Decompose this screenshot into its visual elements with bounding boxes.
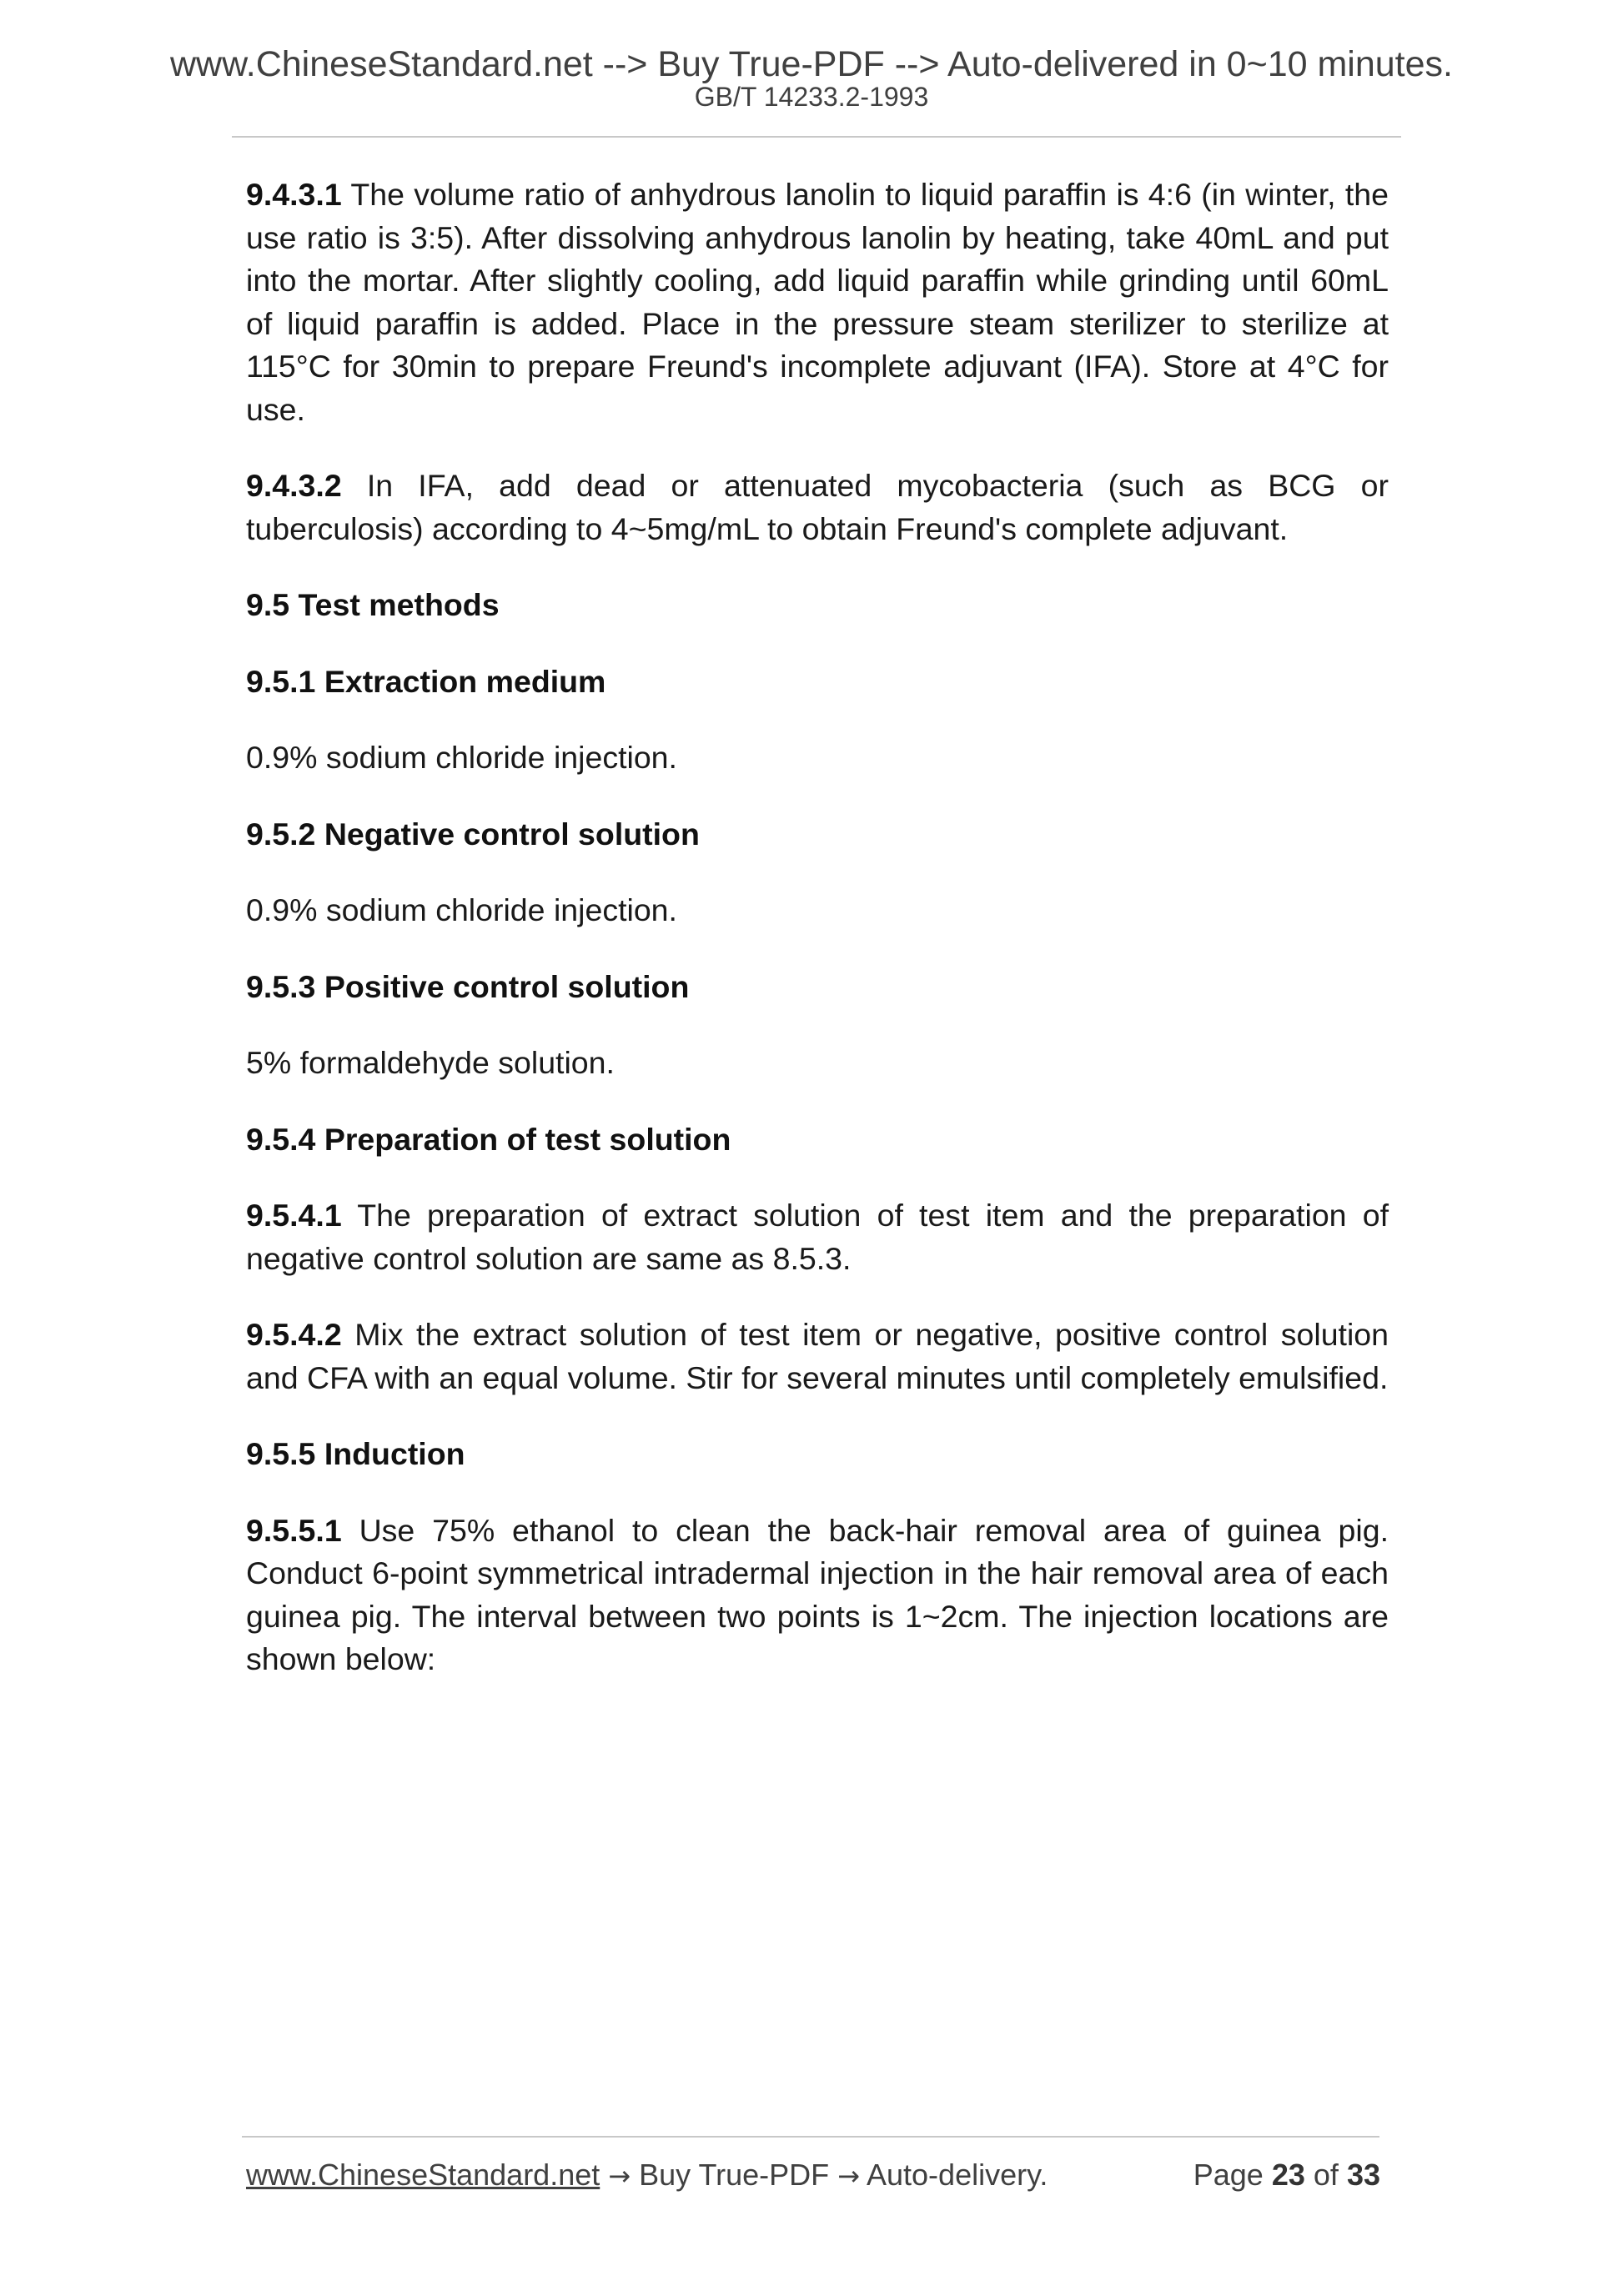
heading-negative-control: 9.5.2 Negative control solution <box>246 816 700 852</box>
paragraph-text: Mix the extract solution of test item or negative, positive control solution and CFA with an equal volume. Stir for several minutes until completely emulsified. <box>246 1317 1389 1395</box>
footer-buy-text: Buy True-PDF <box>639 2158 830 2192</box>
paragraph-9-5-4-1 <box>246 1194 1389 1280</box>
total-pages: 33 <box>1346 2158 1380 2192</box>
heading-preparation-test-solution: 9.5.4 Preparation of test solution <box>246 1121 731 1157</box>
clause-number: 9.5.5.1 <box>246 1512 342 1548</box>
paragraph-9-5-5-1 <box>246 1510 1389 1681</box>
page-number <box>1193 2157 1380 2193</box>
page-label: Page <box>1193 2158 1264 2192</box>
clause-number: 9.4.3.2 <box>246 468 342 503</box>
site-banner: www.ChineseStandard.net --> Buy True-PDF --> Auto-delivered in 0~10 minutes. <box>169 44 1453 84</box>
heading-extraction-medium: 9.5.1 Extraction medium <box>246 663 606 699</box>
document-body <box>246 173 1389 1681</box>
clause-number: 9.4.3.1 <box>246 177 342 212</box>
paragraph-negative-control: 0.9% sodium chloride injection. <box>246 892 677 927</box>
paragraph-positive-control: 5% formaldehyde solution. <box>246 1045 615 1080</box>
heading-positive-control: 9.5.3 Positive control solution <box>246 968 690 1004</box>
heading-test-methods: 9.5 Test methods <box>246 587 500 622</box>
footer-delivery-text: Auto-delivery. <box>867 2158 1048 2192</box>
heading-induction: 9.5.5 Induction <box>246 1436 465 1471</box>
current-page: 23 <box>1271 2158 1305 2192</box>
paragraph-text: The volume ratio of anhydrous lanolin to liquid paraffin is 4:6 (in winter, the use ratio is 3:5). After dissolving anhydrous lanolin by heating, take 40mL and put into the mortar. After slightly cooling, add liquid paraffin while grinding until 60mL of liquid paraffin is added. Place in the pressure steam sterilizer to sterilize at 115°C for 30min to prepare Freund's incomplete adjuvant (IFA). Store at 4°C for use. <box>246 177 1389 427</box>
clause-number: 9.5.4.2 <box>246 1317 342 1352</box>
clause-number: 9.5.4.1 <box>246 1198 342 1233</box>
page-footer <box>246 2157 1380 2194</box>
paragraph-text: Use 75% ethanol to clean the back-hair removal area of guinea pig. Conduct 6-point symmetrical intradermal injection in the hair removal area of each guinea pig. The interval between two points is 1~2cm. The injection locations are shown below: <box>246 1512 1389 1676</box>
paragraph-text: In IFA, add dead or attenuated mycobacteria (such as BCG or tuberculosis) according to 4~5mg/mL to obtain Freund's complete adjuvant. <box>246 468 1389 546</box>
arrow-right-icon: → <box>608 2160 631 2192</box>
of-label: of <box>1313 2158 1339 2192</box>
paragraph-extraction-medium: 0.9% sodium chloride injection. <box>246 740 677 775</box>
footer-site-link[interactable]: www.ChineseStandard.net <box>246 2158 600 2192</box>
arrow-right-icon: → <box>837 2160 860 2192</box>
paragraph-9-4-3-2 <box>246 465 1389 550</box>
paragraph-9-4-3-1 <box>246 173 1389 431</box>
footer-divider <box>242 2136 1379 2138</box>
header-divider <box>232 136 1401 138</box>
standard-code: GB/T 14233.2-1993 <box>694 82 929 112</box>
paragraph-text: The preparation of extract solution of test item and the preparation of negative control solution are same as 8.5.3. <box>246 1198 1389 1276</box>
paragraph-9-5-4-2 <box>246 1314 1389 1399</box>
